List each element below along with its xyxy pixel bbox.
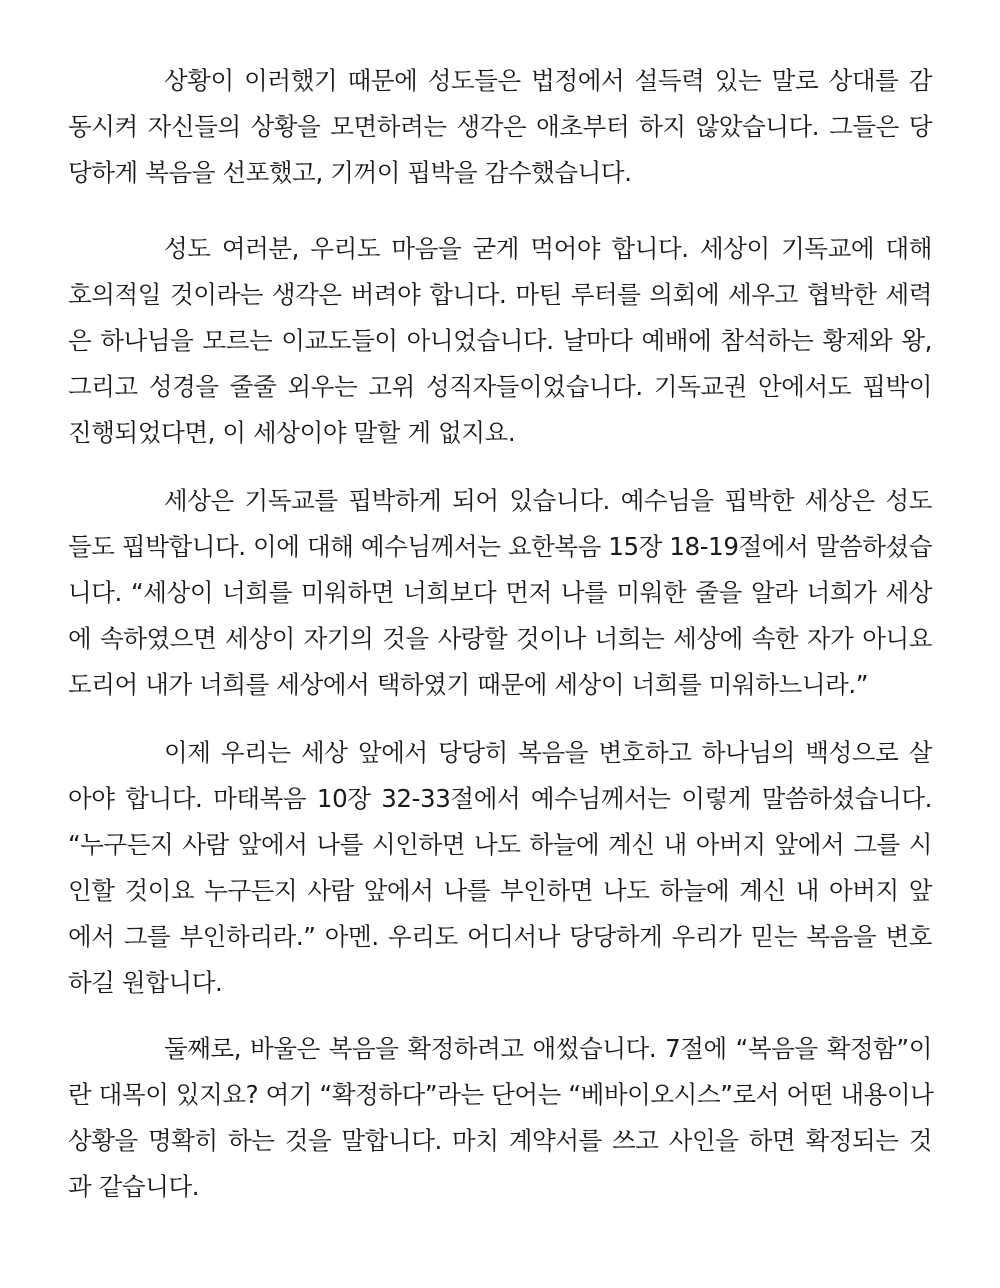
- paragraph-line: 에서 그를 부인하리라.” 아멘. 우리도 어디서나 당당하게 우리가 믿는 복음을 변호: [68, 922, 932, 951]
- paragraph-line: 상황을 명확히 하는 것을 말합니다. 마치 계약서를 쓰고 사인을 하면 확정되는 것: [68, 1126, 932, 1155]
- paragraph-line: 하길 원합니다.: [68, 968, 223, 997]
- paragraph-1: [68, 58, 932, 196]
- paragraph-5: [68, 1026, 932, 1210]
- paragraph-line: 들도 핍박합니다. 이에 대해 예수님께서는 요한복음 15장 18-19절에서 말씀하셨습: [68, 532, 933, 561]
- paragraph-line: “누구든지 사람 앞에서 나를 시인하면 나도 하늘에 계신 내 아버지 앞에서 그를 시: [68, 830, 932, 859]
- paragraph-line: 은 하나님을 모르는 이교도들이 아니었습니다. 날마다 예배에 참석하는 황제와 왕,: [68, 326, 932, 355]
- paragraph-line: 당하게 복음을 선포했고, 기꺼이 핍박을 감수했습니다.: [68, 158, 632, 187]
- paragraph-line: 성도 여러분, 우리도 마음을 굳게 먹어야 합니다. 세상이 기독교에 대해: [164, 234, 932, 263]
- paragraph-line: 그리고 성경을 줄줄 외우는 고위 성직자들이었습니다. 기독교권 안에서도 핍박이: [68, 372, 932, 401]
- paragraph-line: 니다. “세상이 너희를 미워하면 너희보다 먼저 나를 미워한 줄을 알라 너희가 세상: [68, 578, 932, 607]
- paragraph-line: 에 속하였으면 세상이 자기의 것을 사랑할 것이나 너희는 세상에 속한 자가 아니요: [68, 624, 932, 653]
- paragraph-line: 아야 합니다. 마태복음 10장 32-33절에서 예수님께서는 이렇게 말씀하셨습니다.: [68, 784, 932, 813]
- paragraph-line: 이제 우리는 세상 앞에서 당당히 복음을 변호하고 하나님의 백성으로 살: [164, 738, 932, 767]
- paragraph-line: 란 대목이 있지요? 여기 “확정하다”라는 단어는 “베바이오시스”로서 어떤 내용이나: [68, 1080, 934, 1109]
- paragraph-3: [68, 478, 932, 708]
- paragraph-line: 호의적일 것이라는 생각은 버려야 합니다. 마틴 루터를 의회에 세우고 협박한 세력: [68, 280, 932, 309]
- paragraph-line: 과 같습니다.: [68, 1172, 200, 1201]
- paragraph-line: 인할 것이요 누구든지 사람 앞에서 나를 부인하면 나도 하늘에 계신 내 아버지 앞: [68, 876, 932, 905]
- paragraph-line: 동시켜 자신들의 상황을 모면하려는 생각은 애초부터 하지 않았습니다. 그들은 당: [68, 112, 932, 141]
- paragraph-line: 도리어 내가 너희를 세상에서 택하였기 때문에 세상이 너희를 미워하느니라.”: [68, 670, 869, 699]
- paragraph-2: [68, 226, 932, 456]
- paragraph-line: 진행되었다면, 이 세상이야 말할 게 없지요.: [68, 418, 516, 447]
- paragraph-line: 세상은 기독교를 핍박하게 되어 있습니다. 예수님을 핍박한 세상은 성도: [164, 486, 932, 515]
- paragraph-4: [68, 730, 932, 1006]
- paragraph-line: 상황이 이러했기 때문에 성도들은 법정에서 설득력 있는 말로 상대를 감: [164, 66, 932, 95]
- paragraph-line: 둘째로, 바울은 복음을 확정하려고 애썼습니다. 7절에 “복음을 확정함”이: [164, 1034, 932, 1063]
